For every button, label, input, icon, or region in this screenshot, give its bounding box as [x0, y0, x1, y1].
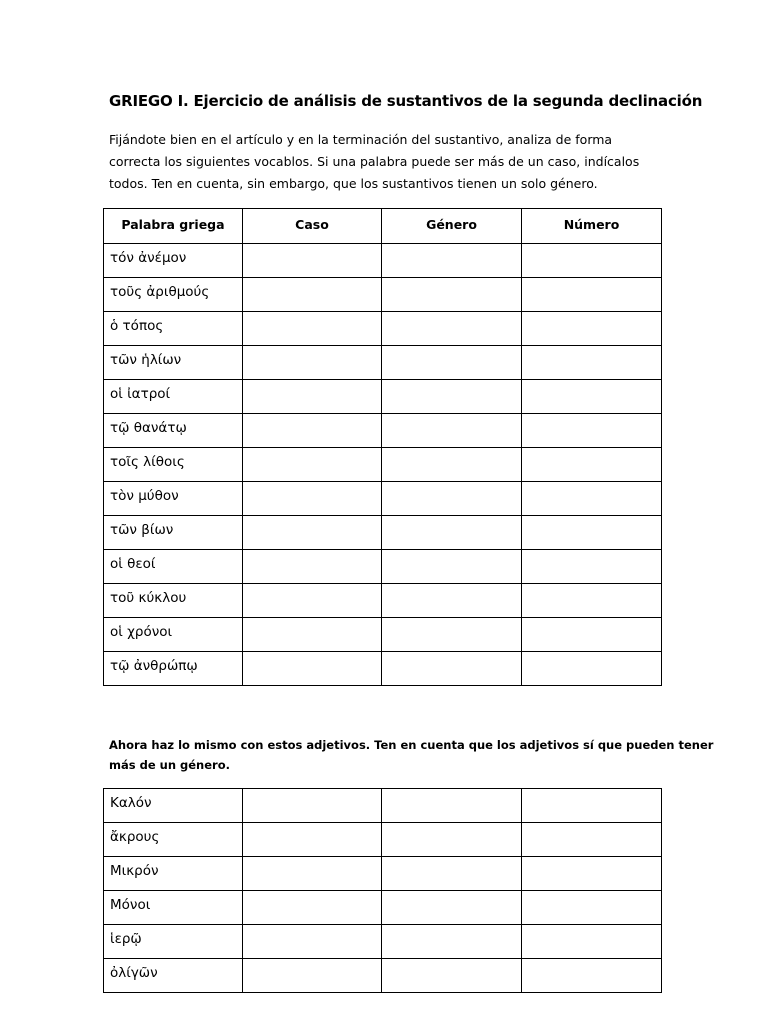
- gender-answer-cell[interactable]: [382, 346, 522, 380]
- gender-answer-cell[interactable]: [382, 414, 522, 448]
- greek-word-cell: οἱ θεοί: [104, 550, 243, 584]
- table-row: [104, 346, 662, 380]
- case-answer-cell[interactable]: [243, 891, 382, 925]
- table-row: [104, 482, 662, 516]
- adjectives-instructions-line: Ahora haz lo mismo con estos adjetivos. Ten en cuenta que los adjetivos sí que pueden tener: [109, 738, 714, 752]
- number-answer-cell[interactable]: [522, 550, 662, 584]
- case-answer-cell[interactable]: [243, 925, 382, 959]
- case-answer-cell[interactable]: [243, 414, 382, 448]
- case-answer-cell[interactable]: [243, 278, 382, 312]
- gender-answer-cell[interactable]: [382, 823, 522, 857]
- case-answer-cell[interactable]: [243, 959, 382, 993]
- table-row: [104, 380, 662, 414]
- case-answer-cell[interactable]: [243, 584, 382, 618]
- number-answer-cell[interactable]: [522, 891, 662, 925]
- greek-word-cell: τῷ θανάτῳ: [104, 414, 243, 448]
- number-answer-cell[interactable]: [522, 789, 662, 823]
- greek-word-cell: οἱ χρόνοι: [104, 618, 243, 652]
- case-answer-cell[interactable]: [243, 516, 382, 550]
- table-row: [104, 959, 662, 993]
- adjectives-instructions-line: más de un género.: [109, 758, 230, 772]
- case-answer-cell[interactable]: [243, 652, 382, 686]
- greek-word-cell: τῶν ἡλίων: [104, 346, 243, 380]
- table-row: [104, 244, 662, 278]
- gender-answer-cell[interactable]: [382, 857, 522, 891]
- instructions-line: Fijándote bien en el artículo y en la terminación del sustantivo, analiza de forma: [109, 132, 613, 147]
- case-answer-cell[interactable]: [243, 550, 382, 584]
- number-answer-cell[interactable]: [522, 244, 662, 278]
- instructions-paragraph: [109, 129, 669, 195]
- table-row: [104, 652, 662, 686]
- instructions-line: todos. Ten en cuenta, sin embargo, que los sustantivos tienen un solo género.: [109, 176, 598, 191]
- greek-word-cell: τοῦς ἀριθμούς: [104, 278, 243, 312]
- case-answer-cell[interactable]: [243, 482, 382, 516]
- greek-word-cell: ὁ τόπος: [104, 312, 243, 346]
- greek-word-cell: ὀλίγῶν: [104, 959, 243, 993]
- gender-answer-cell[interactable]: [382, 891, 522, 925]
- number-answer-cell[interactable]: [522, 584, 662, 618]
- greek-word-cell: τῷ ἀνθρώπῳ: [104, 652, 243, 686]
- table-row: [104, 550, 662, 584]
- table-row: [104, 925, 662, 959]
- table-row: [104, 857, 662, 891]
- case-answer-cell[interactable]: [243, 618, 382, 652]
- header-number: Número: [522, 209, 662, 244]
- greek-word-cell: τοῦ κύκλου: [104, 584, 243, 618]
- gender-answer-cell[interactable]: [382, 312, 522, 346]
- greek-word-cell: Μικρόν: [104, 857, 243, 891]
- table-row: [104, 278, 662, 312]
- instructions-line: correcta los siguientes vocablos. Si una palabra puede ser más de un caso, indícalos: [109, 154, 640, 169]
- gender-answer-cell[interactable]: [382, 278, 522, 312]
- table-row: [104, 789, 662, 823]
- gender-answer-cell[interactable]: [382, 959, 522, 993]
- table-header-row: [104, 209, 662, 244]
- greek-word-cell: ἄκρους: [104, 823, 243, 857]
- table-row: [104, 448, 662, 482]
- gender-answer-cell[interactable]: [382, 244, 522, 278]
- adjectives-table-body: [104, 789, 662, 993]
- case-answer-cell[interactable]: [243, 312, 382, 346]
- number-answer-cell[interactable]: [522, 278, 662, 312]
- adjectives-analysis-table: [103, 788, 662, 993]
- number-answer-cell[interactable]: [522, 516, 662, 550]
- greek-word-cell: ἱερῷ: [104, 925, 243, 959]
- gender-answer-cell[interactable]: [382, 618, 522, 652]
- gender-answer-cell[interactable]: [382, 482, 522, 516]
- case-answer-cell[interactable]: [243, 380, 382, 414]
- greek-word-cell: οἱ ἰατροί: [104, 380, 243, 414]
- gender-answer-cell[interactable]: [382, 789, 522, 823]
- gender-answer-cell[interactable]: [382, 448, 522, 482]
- case-answer-cell[interactable]: [243, 346, 382, 380]
- table-row: [104, 516, 662, 550]
- gender-answer-cell[interactable]: [382, 584, 522, 618]
- case-answer-cell[interactable]: [243, 823, 382, 857]
- number-answer-cell[interactable]: [522, 959, 662, 993]
- gender-answer-cell[interactable]: [382, 516, 522, 550]
- number-answer-cell[interactable]: [522, 346, 662, 380]
- number-answer-cell[interactable]: [522, 414, 662, 448]
- table-row: [104, 414, 662, 448]
- nouns-table-body: [104, 244, 662, 686]
- number-answer-cell[interactable]: [522, 312, 662, 346]
- number-answer-cell[interactable]: [522, 482, 662, 516]
- case-answer-cell[interactable]: [243, 857, 382, 891]
- greek-word-cell: τόν ἀνέμον: [104, 244, 243, 278]
- nouns-analysis-table: [103, 208, 662, 686]
- number-answer-cell[interactable]: [522, 857, 662, 891]
- case-answer-cell[interactable]: [243, 244, 382, 278]
- header-greek-word: Palabra griega: [104, 209, 243, 244]
- number-answer-cell[interactable]: [522, 448, 662, 482]
- table-row: [104, 584, 662, 618]
- header-case: Caso: [243, 209, 382, 244]
- table-row: [104, 891, 662, 925]
- gender-answer-cell[interactable]: [382, 550, 522, 584]
- table-row: [104, 618, 662, 652]
- header-gender: Género: [382, 209, 522, 244]
- gender-answer-cell[interactable]: [382, 925, 522, 959]
- table-row: [104, 312, 662, 346]
- adjectives-instructions: [109, 735, 714, 775]
- greek-word-cell: τὸν μύθον: [104, 482, 243, 516]
- greek-word-cell: τῶν βίων: [104, 516, 243, 550]
- gender-answer-cell[interactable]: [382, 380, 522, 414]
- number-answer-cell[interactable]: [522, 652, 662, 686]
- number-answer-cell[interactable]: [522, 618, 662, 652]
- number-answer-cell[interactable]: [522, 823, 662, 857]
- number-answer-cell[interactable]: [522, 380, 662, 414]
- case-answer-cell[interactable]: [243, 448, 382, 482]
- case-answer-cell[interactable]: [243, 789, 382, 823]
- page-title: GRIEGO I. Ejercicio de análisis de sustantivos de la segunda declinación: [109, 92, 703, 110]
- greek-word-cell: τοῖς λίθοις: [104, 448, 243, 482]
- greek-word-cell: Καλόν: [104, 789, 243, 823]
- gender-answer-cell[interactable]: [382, 652, 522, 686]
- number-answer-cell[interactable]: [522, 925, 662, 959]
- table-row: [104, 823, 662, 857]
- greek-word-cell: Μόνοι: [104, 891, 243, 925]
